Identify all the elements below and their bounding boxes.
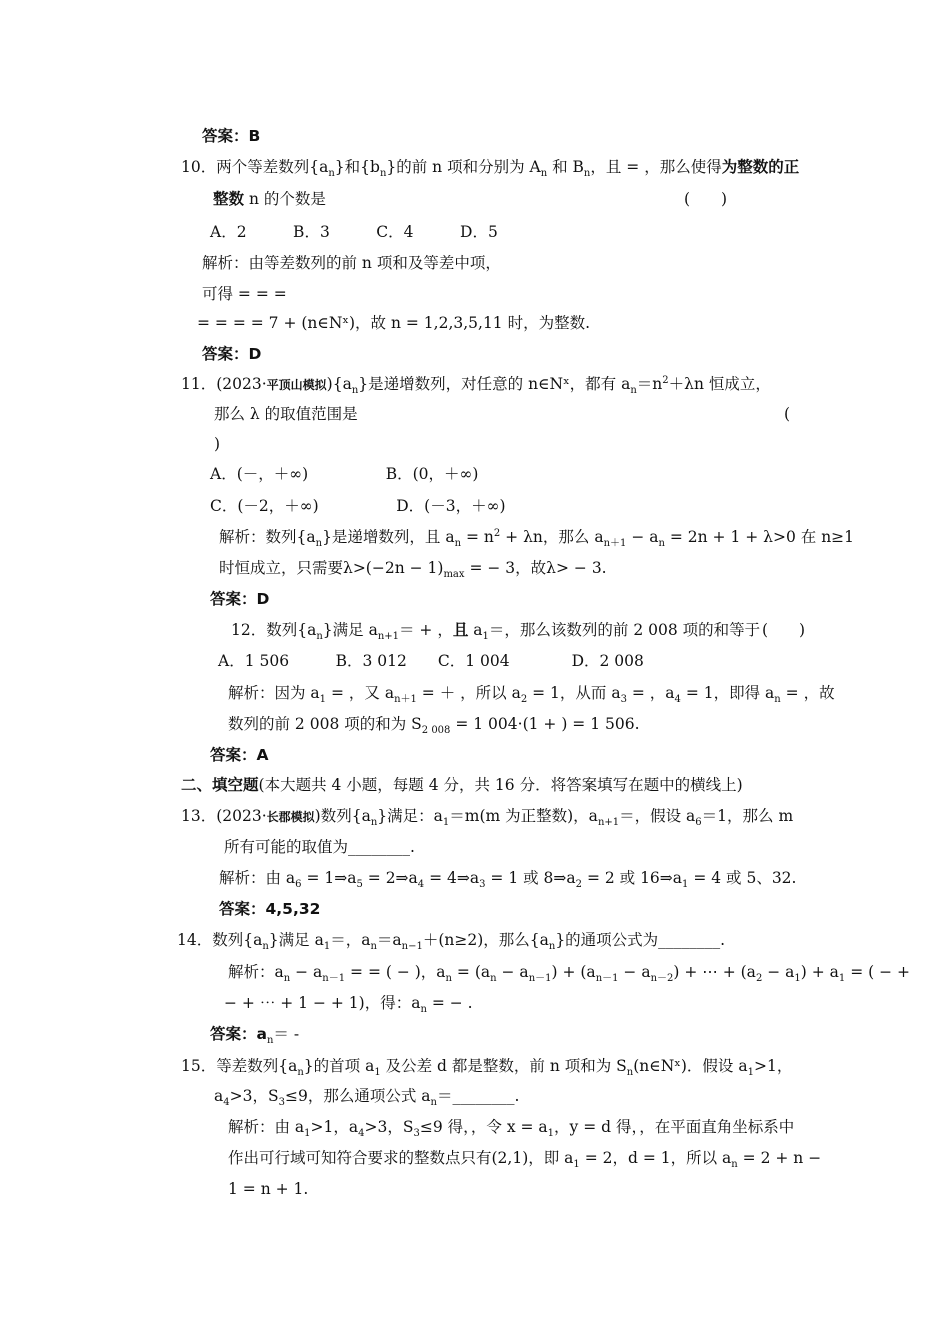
text-fragment: = ，故 <box>780 684 835 702</box>
text-fragment: − a <box>496 963 529 981</box>
answer-line <box>219 898 320 920</box>
text-fragment: 6 <box>695 817 702 829</box>
question-12-options <box>218 650 644 672</box>
text-fragment: n <box>297 1067 304 1079</box>
text-fragment: 可得 = = = <box>202 285 287 303</box>
text-fragment: n <box>731 1159 738 1171</box>
text-fragment: = 1⇒a <box>301 869 357 887</box>
text-fragment: n <box>430 1097 437 1109</box>
text-fragment: = ＋ ，所以 a <box>416 684 521 702</box>
text-fragment: }是递增数列，对任意的 n∈Nˣ，都有 a <box>358 375 631 393</box>
text-fragment: 平顶山模拟 <box>266 378 327 392</box>
text-fragment: a <box>214 1087 224 1105</box>
text-fragment: ) <box>326 375 333 393</box>
solution-line <box>219 867 796 889</box>
text-fragment: ＝m(m 为正整数)，a <box>449 807 598 825</box>
text-fragment: 答案：a <box>210 1025 267 1043</box>
text-fragment: (本大题共 4 小题，每题 4 分，共 16 分．将答案填写在题中的横线上) <box>258 776 743 794</box>
text-fragment: n <box>370 817 378 829</box>
text-fragment: n <box>626 1067 634 1079</box>
question-11-options <box>210 495 506 517</box>
question-13 <box>181 805 793 828</box>
text-fragment: }的通项公式为________. <box>555 931 726 949</box>
text-fragment: = n <box>461 528 494 546</box>
text-fragment: = 4⇒a <box>424 869 480 887</box>
solution-line <box>228 1116 794 1138</box>
text-fragment: >3，S <box>229 1087 279 1105</box>
text-fragment: >3，S <box>364 1118 414 1136</box>
text-fragment: = = = = 7 + (n∈Nˣ)，故 n = 1,2,3,5,11 时，为整数. <box>197 314 591 332</box>
text-fragment: 1 <box>573 1159 580 1171</box>
text-fragment: 1 <box>547 1128 555 1140</box>
question-10-bracket <box>684 188 727 210</box>
text-fragment: 时恒成立，只需要λ>(−2n − 1) <box>219 559 444 577</box>
text-fragment: 二、填空题 <box>181 776 259 794</box>
text-fragment: n <box>490 973 497 985</box>
text-fragment: 2 <box>520 694 528 706</box>
text-fragment: }和{b <box>334 158 380 176</box>
question-13-cont <box>224 836 415 858</box>
text-fragment: A．(－，＋∞) B．(0，＋∞) <box>210 465 479 483</box>
text-fragment: {a <box>332 375 352 393</box>
text-fragment: n <box>262 941 269 953</box>
text-fragment: 数列的前 2 008 项的和为 S <box>228 715 422 733</box>
text-fragment: 2 <box>662 374 669 386</box>
text-fragment: n－1 <box>528 973 552 985</box>
text-fragment: n <box>445 973 452 985</box>
text-fragment: = 1，从而 a <box>527 684 621 702</box>
text-fragment: − a <box>290 963 323 981</box>
text-fragment: ＝，那么该数列的前 2 008 项的和等于 <box>488 621 761 639</box>
text-fragment: n−1 <box>401 941 423 953</box>
question-11-cont <box>214 403 358 425</box>
text-fragment: n <box>379 168 387 180</box>
text-fragment: }满足：a <box>377 807 443 825</box>
question-11 <box>181 373 771 396</box>
text-fragment: 作出可行域可知符合要求的整数点只有(2,1)，即 a <box>228 1149 574 1167</box>
text-fragment: 1 <box>304 1128 311 1140</box>
text-fragment: = ，a <box>626 684 675 702</box>
text-fragment: 答案：A <box>210 746 269 764</box>
question-11-bracket <box>784 403 790 425</box>
question-15-cont <box>214 1085 519 1107</box>
text-fragment: 解析：数列{a <box>219 528 316 546</box>
solution-line <box>228 713 640 735</box>
text-fragment: n－1 <box>322 973 346 985</box>
text-fragment: = 2n + 1 + λ>0 在 n≥1 <box>664 528 855 546</box>
text-fragment: n <box>370 941 377 953</box>
text-fragment: ＝，假设 a <box>619 807 696 825</box>
text-fragment: = ，又 a <box>326 684 395 702</box>
text-fragment: = 2 + n − <box>737 1149 822 1167</box>
text-fragment: + λn，那么 a <box>500 528 604 546</box>
text-fragment: 所有可能的取值为________. <box>224 838 415 856</box>
text-fragment: 解析：由等差数列的前 n 项和及等差中项， <box>202 254 501 272</box>
text-fragment: n <box>583 168 591 180</box>
text-fragment: 4 <box>417 879 425 891</box>
text-fragment: 且 <box>452 621 469 639</box>
text-fragment: }满足 a <box>268 931 324 949</box>
solution-line <box>228 1147 821 1169</box>
text-fragment: 1 = n + 1. <box>228 1180 309 1198</box>
text-fragment: ( ) <box>684 190 728 208</box>
text-fragment: 4 <box>674 694 681 706</box>
text-fragment: n＋1 <box>394 694 417 706</box>
text-fragment: n <box>351 385 359 397</box>
text-fragment: = 2 或 16⇒a <box>582 869 683 887</box>
answer-line <box>202 125 260 147</box>
solution-line <box>197 312 590 334</box>
text-fragment: ＝a <box>376 931 402 949</box>
text-fragment: 6 <box>295 879 302 891</box>
text-fragment: a <box>468 621 483 639</box>
question-11-bracket-close <box>214 433 220 455</box>
text-fragment: 2 008 <box>421 725 451 737</box>
text-fragment: 3 <box>278 1097 285 1109</box>
solution-line <box>228 682 835 704</box>
text-fragment: 1 <box>374 1067 381 1079</box>
text-fragment: 2 <box>755 973 763 985</box>
text-fragment: ＋(n≥2)，那么{a <box>422 931 549 949</box>
text-fragment: = 1 004·(1 + ) = 1 506. <box>450 715 640 733</box>
text-fragment: = ( − + <box>845 963 911 981</box>
text-fragment: 答案：D <box>210 590 270 608</box>
answer-line <box>210 588 269 610</box>
text-fragment: n <box>630 385 637 397</box>
text-fragment: ) + ⋯ + (a <box>673 963 756 981</box>
text-fragment: 11．(2023· <box>181 375 267 393</box>
text-fragment: C．(－2，＋∞) D．(－3，＋∞) <box>210 497 506 515</box>
text-fragment: )数列{a <box>314 807 371 825</box>
text-fragment: (n∈Nˣ)．假设 a <box>633 1057 748 1075</box>
text-fragment: n+1 <box>597 817 620 829</box>
text-fragment: n－2 <box>650 973 674 985</box>
text-fragment: A．2 B．3 C．4 D．5 <box>210 223 498 241</box>
text-fragment: n+1 <box>377 631 399 643</box>
text-fragment: n <box>420 1004 427 1016</box>
text-fragment: − a <box>618 963 651 981</box>
text-fragment: = = ( − )，a <box>345 963 446 981</box>
text-fragment: 13．(2023· <box>181 807 267 825</box>
text-fragment: 整数 <box>213 190 245 208</box>
question-11-options <box>210 463 478 485</box>
text-fragment: 及公差 d 都是整数，前 n 项和为 S <box>380 1057 627 1075</box>
text-fragment: 3 <box>620 694 627 706</box>
text-fragment: 4 <box>223 1097 230 1109</box>
text-fragment: ，y = d 得，，在平面直角坐标系中 <box>554 1118 795 1136</box>
text-fragment: 1 <box>482 631 489 643</box>
text-fragment: ＝1，那么 m <box>701 807 794 825</box>
text-fragment: 4 <box>358 1128 365 1140</box>
text-fragment: ) + a <box>800 963 839 981</box>
answer-line <box>202 343 261 365</box>
text-fragment: 和 B <box>547 158 584 176</box>
text-fragment: n＋1 <box>603 538 627 550</box>
text-fragment: >1， <box>753 1057 793 1075</box>
text-fragment: 12．数列{a <box>231 621 317 639</box>
text-fragment: A．1 506 B．3 012 C．1 004 D．2 008 <box>218 652 644 670</box>
text-fragment: 答案：4,5,32 <box>219 900 321 918</box>
solution-line <box>219 557 607 579</box>
text-fragment: ( ) <box>762 621 806 639</box>
text-fragment: − a <box>626 528 659 546</box>
answer-line <box>210 1023 299 1045</box>
text-fragment: 14．数列{a <box>177 931 263 949</box>
text-fragment: 那么 λ 的取值范围是 <box>214 405 358 423</box>
text-fragment: 解析：a <box>228 963 284 981</box>
text-fragment: 2 <box>493 527 501 539</box>
text-fragment: n <box>454 538 462 550</box>
text-fragment: 2 <box>575 879 583 891</box>
solution-line <box>224 992 473 1014</box>
question-12-bracket <box>762 619 805 641</box>
section-heading <box>181 774 743 796</box>
text-fragment: = 4 或 5、32. <box>688 869 797 887</box>
text-fragment: 15．等差数列{a <box>181 1057 298 1075</box>
text-fragment: 3 <box>413 1128 420 1140</box>
text-fragment: 解析：因为 a <box>228 684 320 702</box>
text-fragment: n－1 <box>595 973 619 985</box>
text-fragment: = − . <box>426 994 473 1012</box>
question-14 <box>177 929 725 951</box>
text-fragment: 3 <box>479 879 486 891</box>
text-fragment: ＋λn 恒成立， <box>668 375 771 393</box>
text-fragment: − a <box>762 963 795 981</box>
text-fragment: 1 <box>794 973 801 985</box>
text-fragment: 1 <box>747 1067 754 1079</box>
text-fragment: n <box>315 538 323 550</box>
text-fragment: n 的个数是 <box>244 190 326 208</box>
text-fragment: 10．两个等差数列{a <box>181 158 329 176</box>
text-fragment: ，且 = ，那么使得 <box>590 158 722 176</box>
text-fragment: 解析：由 a <box>228 1118 305 1136</box>
text-fragment: 1 <box>319 694 327 706</box>
question-10-cont <box>213 188 326 210</box>
solution-line <box>219 526 854 548</box>
text-fragment: 答案：D <box>202 345 262 363</box>
text-fragment: n <box>774 694 781 706</box>
text-fragment: = 2⇒a <box>362 869 418 887</box>
text-fragment: max <box>443 569 465 581</box>
text-fragment: 解析：由 a <box>219 869 296 887</box>
text-fragment: n <box>328 168 335 180</box>
question-10-options <box>210 221 498 243</box>
text-fragment: }的前 n 项和分别为 A <box>386 158 541 176</box>
text-fragment: }是递增数列，且 a <box>322 528 455 546</box>
text-fragment: ) + (a <box>551 963 596 981</box>
question-12 <box>231 619 760 641</box>
text-fragment: ＝，a <box>330 931 371 949</box>
text-fragment: 1 <box>838 973 846 985</box>
text-fragment: 5 <box>356 879 363 891</box>
answer-line <box>210 744 269 766</box>
text-fragment: ≤9，那么通项公式 a <box>284 1087 431 1105</box>
text-fragment: = − 3，故λ> − 3. <box>464 559 607 577</box>
text-fragment: n <box>316 631 323 643</box>
text-fragment: }的首项 a <box>303 1057 375 1075</box>
text-fragment: ＝ - <box>273 1025 300 1043</box>
text-fragment: ＝________. <box>436 1087 520 1105</box>
text-fragment: − + ⋯ + 1 − + 1)，得：a <box>224 994 421 1012</box>
text-fragment: 1 <box>682 879 689 891</box>
text-fragment: 1 <box>323 941 331 953</box>
solution-line <box>228 961 910 983</box>
solution-line <box>202 252 501 274</box>
text-fragment: 长郡模拟 <box>266 810 315 824</box>
text-fragment: ) <box>214 435 221 453</box>
text-fragment: ( <box>784 405 791 423</box>
solution-line <box>202 283 287 305</box>
text-fragment: = 2，d = 1，所以 a <box>579 1149 732 1167</box>
question-10 <box>181 156 799 178</box>
text-fragment: = 1 或 8⇒a <box>485 869 576 887</box>
text-fragment: n <box>266 1035 274 1047</box>
solution-line <box>228 1178 308 1200</box>
question-15 <box>181 1055 792 1077</box>
text-fragment: 1 <box>442 817 450 829</box>
text-fragment: ＝n <box>636 375 663 393</box>
text-fragment: ≤9 得，，令 x = a <box>419 1118 548 1136</box>
text-fragment: 答案：B <box>202 127 261 145</box>
text-fragment: >1，a <box>310 1118 359 1136</box>
text-fragment: n <box>548 941 556 953</box>
text-fragment: = (a <box>452 963 491 981</box>
text-fragment: n <box>283 973 291 985</box>
text-fragment: }满足 a <box>322 621 378 639</box>
text-fragment: 为整数的正 <box>721 158 800 176</box>
text-fragment: n <box>540 168 548 180</box>
text-fragment: n <box>658 538 665 550</box>
text-fragment: ＝ + ， <box>399 621 453 639</box>
text-fragment: = 1，即得 a <box>680 684 775 702</box>
